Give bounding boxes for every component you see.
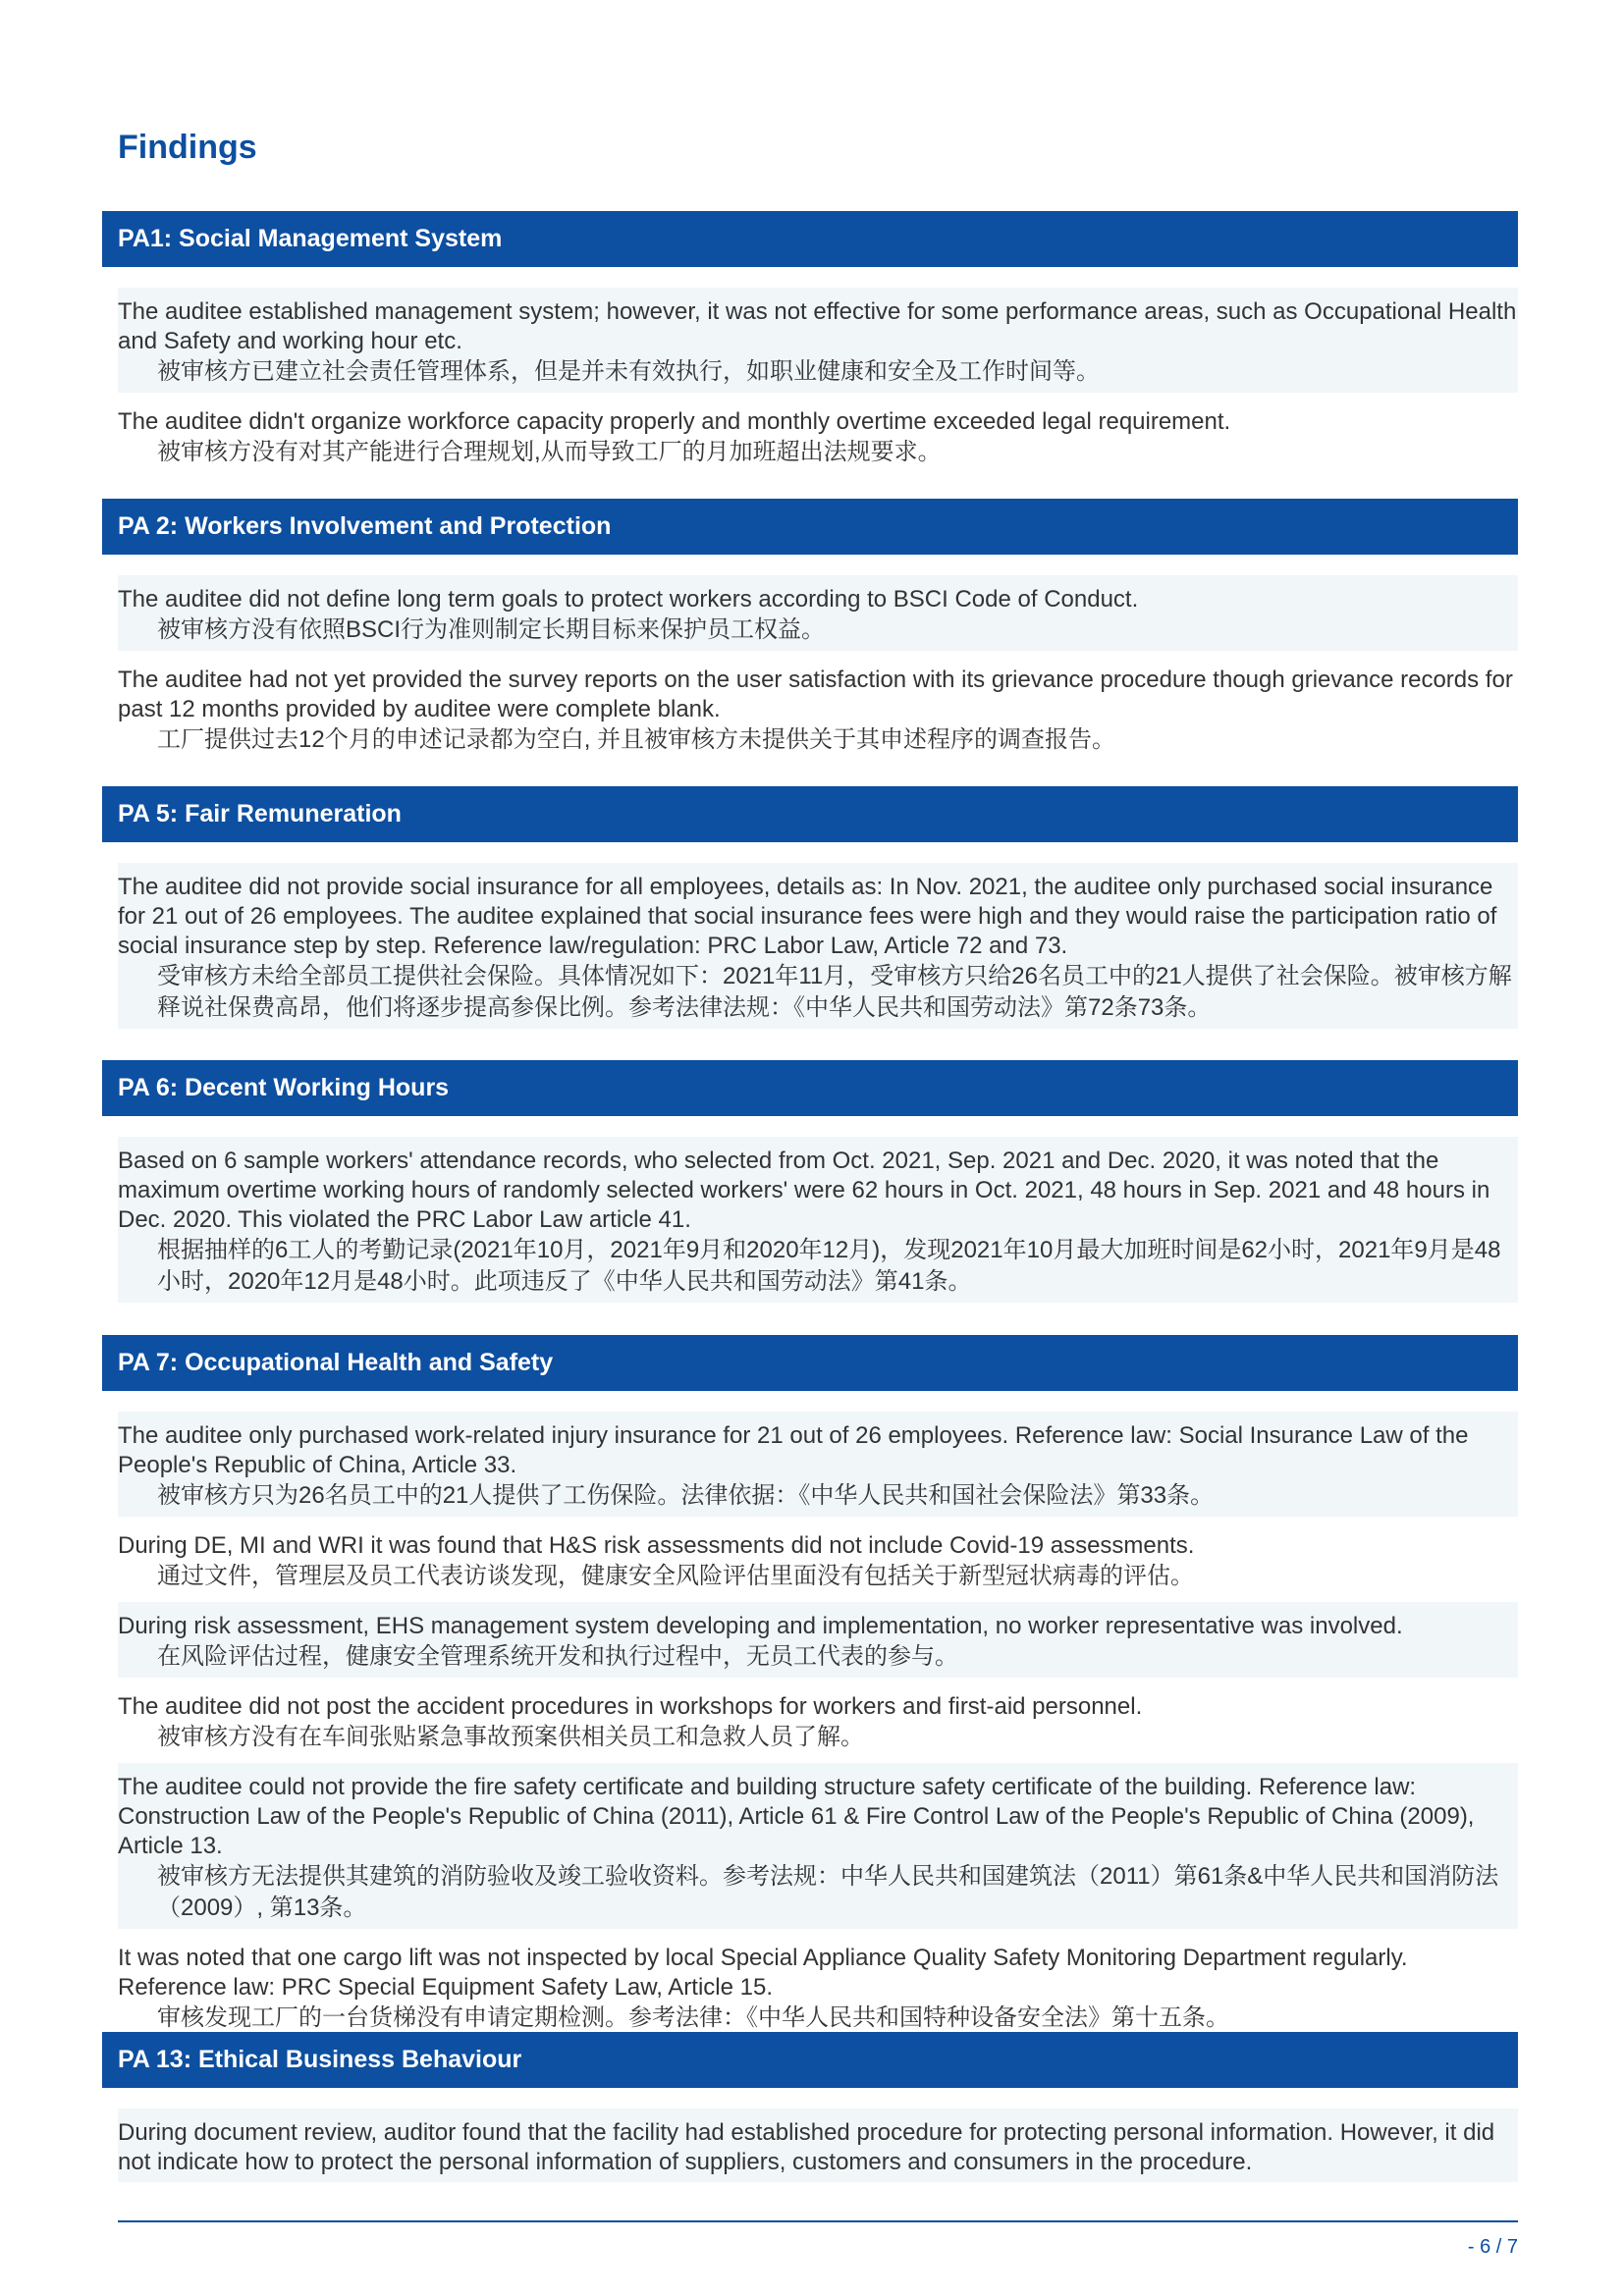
finding-item — [118, 288, 1518, 393]
finding-item — [118, 1522, 1518, 1597]
finding-en: The auditee only purchased work-related injury insurance for 21 out of 26 employees. Reference law: Social Insurance Law of the People's Republic of China, Article 33. — [118, 1422, 1469, 1478]
finding-item — [118, 1934, 1518, 2039]
section-pa7 — [102, 1335, 1518, 2044]
finding-zh: 被审核方没有在车间张贴紧急事故预案供相关员工和急救人员了解。 — [157, 1724, 864, 1750]
finding-zh: 通过文件，管理层及员工代表访谈发现，健康安全风险评估里面没有包括关于新型冠状病毒的评估。 — [157, 1563, 1194, 1589]
section-pa5 — [102, 786, 1518, 1034]
footer-divider — [118, 2220, 1518, 2222]
finding-zh: 被审核方没有依照BSCI行为准则制定长期目标来保护员工权益。 — [157, 616, 826, 643]
finding-zh: 根据抽样的6工人的考勤记录(2021年10月，2021年9月和2020年12月)，发现2021年10月最大加班时间是62小时，2021年9月是48小时，2020年12月是48小时。此项违反了《中华人民共和国劳动法》第41条。 — [157, 1237, 1501, 1295]
finding-en: It was noted that one cargo lift was not inspected by local Special Appliance Quality Safety Monitoring Department regularly. Reference law: PRC Special Equipment Safety Law, Article 15. — [118, 1945, 1408, 2001]
finding-zh: 被审核方只为26名员工中的21人提供了工伤保险。法律依据：《中华人民共和国社会保险法》第33条。 — [157, 1482, 1215, 1509]
finding-zh: 被审核方无法提供其建筑的消防验收及竣工验收资料。参考法规：中华人民共和国建筑法（2011）第61条&中华人民共和国消防法（2009）, 第13条。 — [157, 1863, 1499, 1921]
finding-item — [118, 863, 1518, 1029]
section-heading: PA 6: Decent Working Hours — [102, 1060, 1518, 1116]
finding-item — [118, 1412, 1518, 1517]
section-heading: PA 13: Ethical Business Behaviour — [102, 2032, 1518, 2088]
finding-en: During document review, auditor found that the facility had established procedure for protecting personal information. However, it did not indicate how to protect the personal information of suppliers, customers and consumers in the procedure. — [118, 2119, 1495, 2175]
section-heading: PA 7: Occupational Health and Safety — [102, 1335, 1518, 1391]
finding-item — [118, 575, 1518, 651]
finding-item — [118, 1763, 1518, 1929]
finding-en: During risk assessment, EHS management system developing and implementation, no worker representative was involved. — [118, 1613, 1403, 1639]
finding-en: The auditee established management system; however, it was not effective for some performance areas, such as Occupational Health and Safety and working hour etc. — [118, 298, 1517, 354]
page-title: Findings — [118, 129, 257, 166]
page-number: - 6 / 7 — [1467, 2236, 1518, 2258]
section-heading: PA 2: Workers Involvement and Protection — [102, 499, 1518, 555]
section-pa6 — [102, 1060, 1518, 1308]
section-heading: PA 5: Fair Remuneration — [102, 786, 1518, 842]
finding-en: Based on 6 sample workers' attendance records, who selected from Oct. 2021, Sep. 2021 and Dec. 2020, it was noted that the maximum overtime working hours of randomly selected workers' were 62 hours in Oct. 2021, 48 hours in Sep. 2021 and 48 hours in Dec. 2020. This violated the PRC Labor Law article 41. — [118, 1148, 1490, 1233]
section-pa1 — [102, 211, 1518, 478]
finding-zh: 受审核方未给全部员工提供社会保险。具体情况如下：2021年11月，受审核方只给26名员工中的21人提供了社会保险。被审核方解释说社保费高昂，他们将逐步提高参保比例。参考法律法规：《中华人民共和国劳动法》第72条73条。 — [157, 963, 1512, 1021]
finding-en: During DE, MI and WRI it was found that H&S risk assessments did not include Covid-19 assessments. — [118, 1532, 1195, 1559]
finding-en: The auditee did not define long term goals to protect workers according to BSCI Code of Conduct. — [118, 586, 1139, 613]
finding-zh: 工厂提供过去12个月的申述记录都为空白, 并且被审核方未提供关于其申述程序的调查报告。 — [157, 726, 1116, 753]
section-pa13 — [102, 2032, 1518, 2187]
finding-zh: 审核发现工厂的一台货梯没有申请定期检测。参考法律：《中华人民共和国特种设备安全法》第十五条。 — [157, 2004, 1229, 2031]
section-pa2 — [102, 499, 1518, 766]
finding-item — [118, 1602, 1518, 1678]
section-heading: PA1: Social Management System — [102, 211, 1518, 267]
finding-zh: 被审核方已建立社会责任管理体系，但是并未有效执行，如职业健康和安全及工作时间等。 — [157, 358, 1100, 385]
finding-zh: 被审核方没有对其产能进行合理规划,从而导致工厂的月加班超出法规要求。 — [157, 439, 942, 465]
finding-en: The auditee did not provide social insurance for all employees, details as: In Nov. 2021, the auditee only purchased social insurance for 21 out of 26 employees. The auditee explained that social insurance fees were high and they would raise the participation ratio of social insurance step by step. Reference law/regulation: PRC Labor Law, Article 72 and 73. — [118, 874, 1497, 959]
finding-item — [118, 656, 1518, 761]
finding-en: The auditee could not provide the fire safety certificate and building structure safety certificate of the building. Reference law: Construction Law of the People's Republic of China (2011), Article 61 & Fire Control Law of the People's Republic of China (2009), Article 13. — [118, 1774, 1475, 1859]
finding-item — [118, 1682, 1518, 1758]
finding-en: The auditee had not yet provided the survey reports on the user satisfaction with its grievance procedure though grievance records for past 12 months provided by auditee were complete blank. — [118, 667, 1513, 722]
finding-item — [118, 1137, 1518, 1303]
finding-item — [118, 2109, 1518, 2182]
finding-item — [118, 398, 1518, 473]
finding-en: The auditee did not post the accident procedures in workshops for workers and first-aid personnel. — [118, 1693, 1143, 1720]
finding-zh: 在风险评估过程，健康安全管理系统开发和执行过程中，无员工代表的参与。 — [157, 1643, 958, 1670]
finding-en: The auditee didn't organize workforce capacity properly and monthly overtime exceeded legal requirement. — [118, 408, 1231, 435]
